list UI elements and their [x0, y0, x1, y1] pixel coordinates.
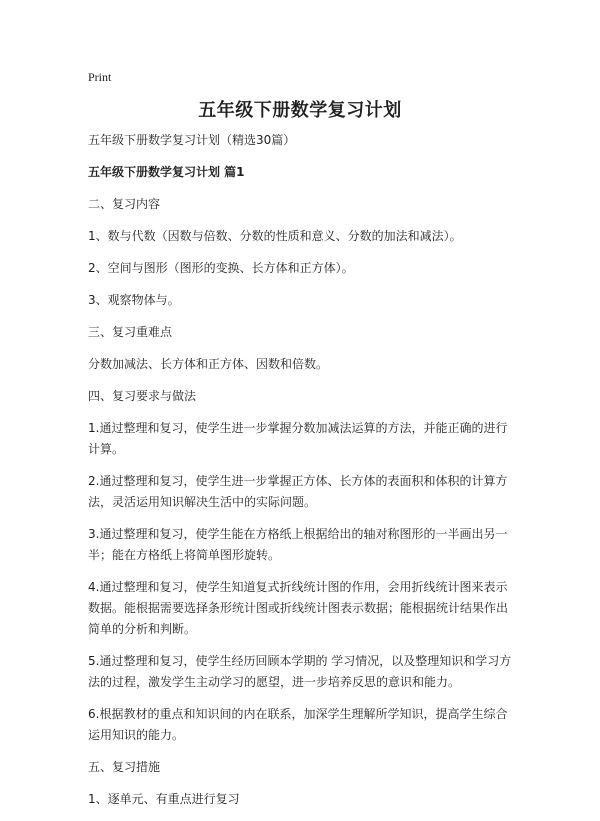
paragraph: 2、空间与图形（图形的变换、长方体和正方体）。: [88, 261, 354, 275]
paragraph: 5.通过整理和复习，使学生经历回顾本学期的 学习情况，以及整理知识和学习方法的过程，激发学生主动学习的愿望，进一步培养反思的意识和能力。: [88, 654, 512, 689]
page-title: 五年级下册数学复习计划: [198, 100, 402, 121]
paragraph: 二、复习内容: [88, 197, 161, 211]
section-heading: 五年级下册数学复习计划 篇1: [88, 165, 245, 179]
paragraph: 五、复习措施: [88, 760, 161, 774]
paragraph: 3.通过整理和复习，使学生能在方格纸上根据给出的轴对称图形的一半画出另一半；能在方格纸上将简单图形旋转。: [88, 527, 508, 562]
paragraph: 4.通过整理和复习，使学生知道复式折线统计图的作用，会用折线统计图来表示数据。能根据需要选择条形统计图或折线统计图表示数据；能根据统计结果作出简单的分析和判断。: [88, 580, 509, 636]
paragraph: 1、数与代数（因数与倍数、分数的性质和意义、分数的加法和减法）。: [88, 229, 462, 243]
paragraph: 1.通过整理和复习，使学生进一步掌握分数加减法运算的方法，并能正确的进行计算。: [88, 421, 508, 456]
paragraph: 3、观察物体与。: [88, 293, 180, 307]
paragraph: 6.根据教材的重点和知识间的内在联系，加深学生理解所学知识，提高学生综合运用知识的能力。: [88, 707, 508, 742]
paragraph: 1、逐单元、有重点进行复习: [88, 792, 240, 806]
paragraph: 三、复习重难点: [88, 325, 173, 339]
print-label[interactable]: Print: [88, 70, 112, 84]
subtitle-paragraph: 五年级下册数学复习计划（精选30篇）: [88, 133, 296, 147]
paragraph: 2.通过整理和复习，使学生进一步掌握正方体、长方体的表面积和体积的计算方法，灵活运用知识解决生活中的实际问题。: [88, 474, 508, 509]
document-body: [88, 130, 518, 821]
paragraph: 四、复习要求与做法: [88, 389, 197, 403]
paragraph: 分数加减法、长方体和正方体、因数和倍数。: [88, 357, 329, 371]
